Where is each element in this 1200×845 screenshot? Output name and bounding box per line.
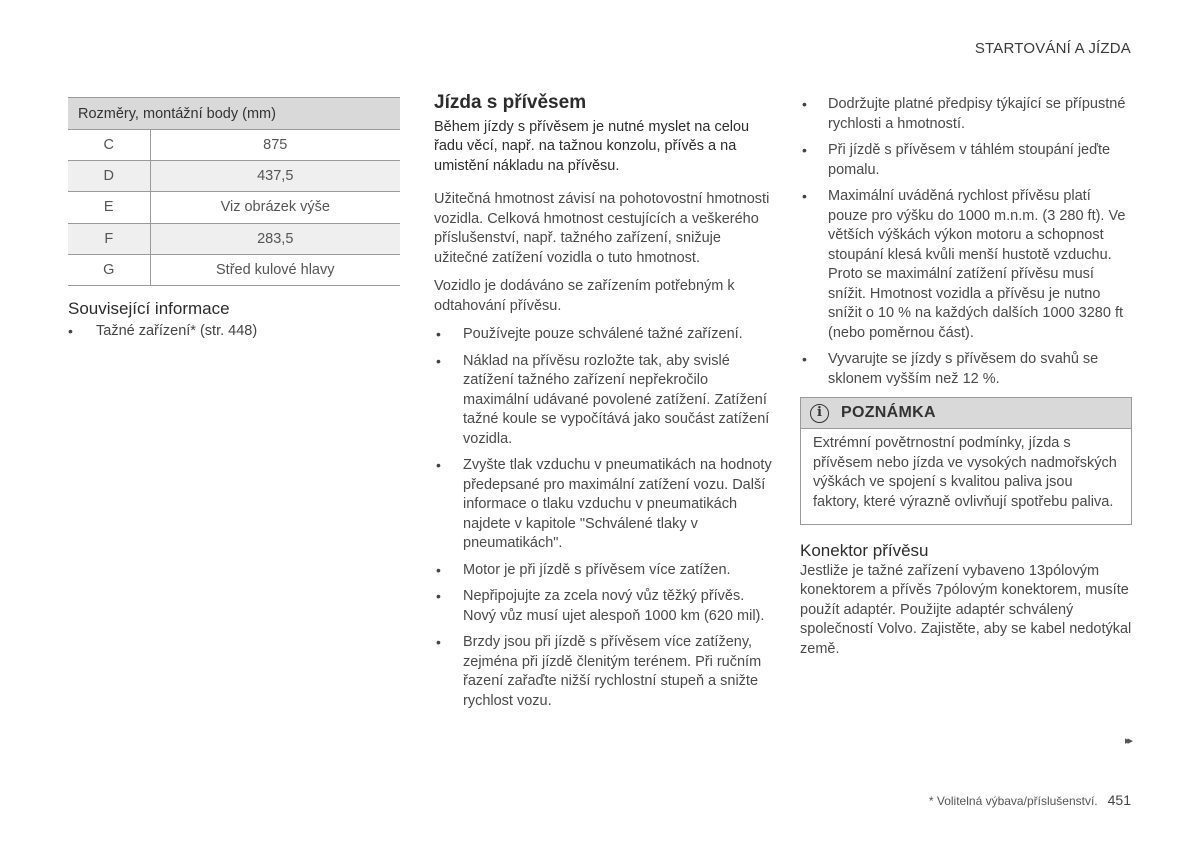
connector-text: Jestliže je tažné zařízení vybaveno 13pólovým konektorem a přívěs 7pólovým konektorem, musíte použít adaptér. Použijte adaptér schválený společností Volvo. Zajistěte, aby se kabel nedotýkal země. (800, 562, 1132, 657)
row-value: Střed kulové hlavy (150, 254, 400, 285)
related-info-list (68, 321, 400, 341)
towing-bullet-list (434, 325, 772, 711)
list-item: • Při jízdě s přívěsem v táhlém stoupání jeďte pomalu. (800, 141, 1132, 180)
list-item: • Dodržujte platné předpisy týkající se přípustné rychlosti a hmotností. (800, 95, 1132, 134)
row-value: 283,5 (150, 223, 400, 254)
row-key: F (68, 223, 150, 254)
towing-paragraph-1: Užitečná hmotnost závisí na pohotovostní hmotnosti vozidla. Celková hmotnost cestujících a veškerého příslušenství, např. tažného zařízení, snižuje užitečné zatížení vozidla o tuto hmotnost. (434, 191, 770, 266)
connector-title: Konektor přívěsu (800, 541, 929, 560)
page-number: 451 (1107, 792, 1131, 808)
table-row (68, 161, 400, 192)
list-item: • Vyvarujte se jízdy s přívěsem do svahů se sklonem vyšším než 12 %. (800, 350, 1132, 389)
list-item: • Brzdy jsou při jízdě s přívěsem více zatíženy, zejména při jízdě členitým terénem. Při ručním řazení zařaďte nižší rychlostní stupeň a snižte rychlost vozu. (434, 633, 772, 711)
note-box (800, 397, 1132, 525)
footnote-text: * Volitelná výbava/příslušenství. (928, 794, 1098, 808)
row-key: C (68, 130, 150, 161)
list-item: • Nepřipojujte za zcela nový vůz těžký přívěs. Nový vůz musí ujet alespoň 1000 km (620 mil). (434, 587, 772, 626)
table-row (68, 192, 400, 223)
table-row (68, 254, 400, 285)
row-key: D (68, 161, 150, 192)
towing-title: Jízda s přívěsem (434, 92, 587, 113)
note-text: Extrémní povětrnostní podmínky, jízda s přívěsem nebo jízda ve vysokých nadmořských výškách ve spojení s kvalitou paliva jsou faktory, které výrazně ovlivňují spotřebu paliva. (813, 435, 1117, 510)
note-title: POZNÁMKA (841, 404, 936, 422)
page-footer (929, 792, 1131, 808)
continue-arrows-icon: ▸▸ (1124, 735, 1130, 747)
section-header: STARTOVÁNÍ A JÍZDA (974, 40, 1131, 57)
related-info-title: Související informace (68, 298, 230, 318)
middle-column (434, 93, 772, 718)
row-value: 875 (150, 130, 400, 161)
table-row (68, 130, 400, 161)
left-column (68, 97, 400, 347)
row-value: 437,5 (150, 161, 400, 192)
right-column (800, 95, 1132, 659)
towing-intro: Během jízdy s přívěsem je nutné myslet na celou řadu věcí, např. na tažnou konzolu, přívěs a na umistění nákladu na přívěsu. (434, 118, 750, 174)
row-key: G (68, 254, 150, 285)
list-item: • Náklad na přívěsu rozložte tak, aby svislé zatížení tažného zařízení nepřekročilo maximální udávané povolené zatížení. Zatížení tažné koule se vypočítává jako součást zatížení vozidla. (434, 352, 772, 450)
note-header (801, 398, 1131, 429)
row-value: Viz obrázek výše (150, 192, 400, 223)
info-icon: i (810, 404, 829, 423)
dimensions-table (68, 97, 400, 286)
list-item: • Zvyšte tlak vzduchu v pneumatikách na hodnoty předepsané pro maximální zatížení vozu. Další informace o tlaku vzduchu v pneumatikách najdete v kapitole "Schválené tlaky v pneumatikách". (434, 456, 772, 554)
towing-paragraph-2: Vozidlo je dodáváno se zařízením potřebným k odtahování přívěsu. (434, 278, 735, 314)
list-item: • Motor je při jízdě s přívěsem více zatížen. (434, 561, 772, 581)
list-item: • Maximální uváděná rychlost přívěsu platí pouze pro výšku do 1000 m.n.m. (3 280 ft). Ve větších výškách výkon motoru a schopnost stoupání klesá kvůli menší hustotě vzduchu. Proto se maximální zatížení přívěsu musí snížit. Hmotnost vozidla a přívěsu je nutno snížit o 10 % na každých dalších 1000 3280 ft (nebo poměrnou část). (800, 187, 1132, 343)
row-key: E (68, 192, 150, 223)
right-bullet-list (800, 95, 1132, 389)
table-header: Rozměry, montážní body (mm) (68, 98, 400, 130)
related-link[interactable]: • Tažné zařízení* (str. 448) (68, 321, 400, 341)
list-item: • Používejte pouze schválené tažné zařízení. (434, 325, 772, 345)
table-row (68, 223, 400, 254)
